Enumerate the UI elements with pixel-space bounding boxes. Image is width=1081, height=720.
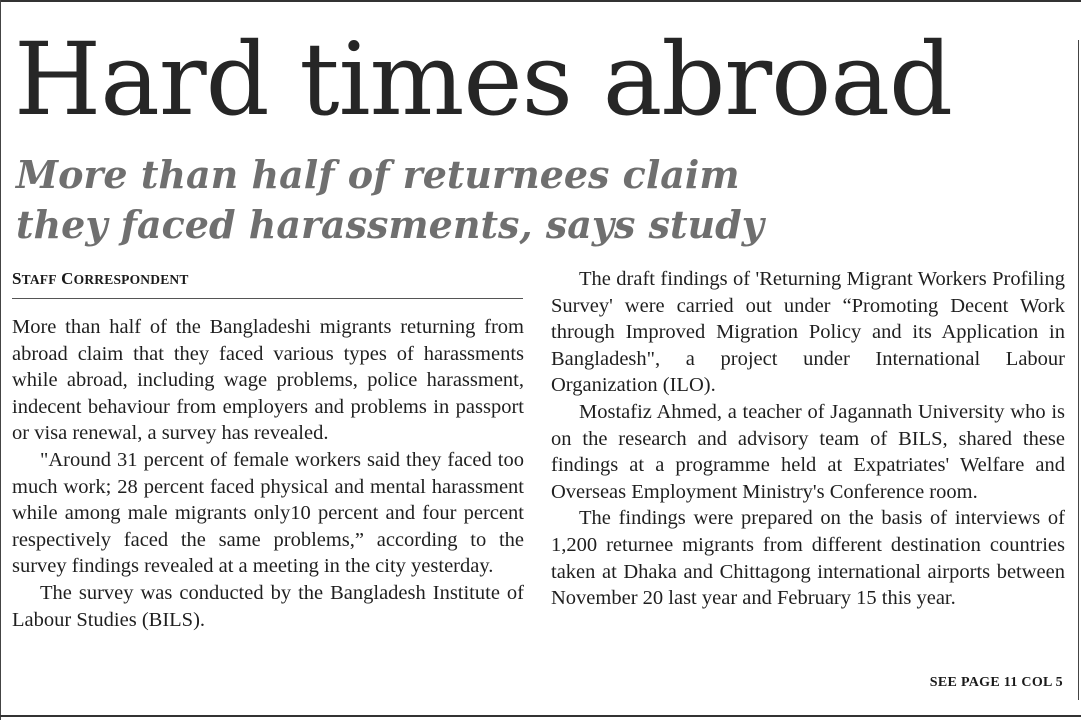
headline: Hard times abroad <box>14 21 952 138</box>
page-right-border <box>1078 40 1079 700</box>
subheadline: More than half of returnees claim they faced harassments, says study <box>16 152 764 247</box>
paragraph: The survey was conducted by the Bangladesh Institute of Labour Studies (BILS). <box>12 581 524 631</box>
page-bottom-border <box>0 715 1081 717</box>
paragraph: "Around 31 percent of female workers said they faced too much work; 28 percent faced physical and mental harassment while among male migrants only10 percent and four percent respectively faced the same problems,” according to the survey findings revealed at a meeting in the city yesterday. <box>12 448 524 578</box>
page-top-border <box>0 0 1081 2</box>
byline <box>12 268 189 291</box>
paragraph: More than half of the Bangladeshi migrants returning from abroad claim that they faced various types of harassments while abroad, including wage problems, police harassment, indecent behaviour from employers and problems in passport or visa renewal, a survey has revealed. <box>12 316 524 445</box>
paragraph: The draft findings of 'Returning Migrant Workers Profiling Survey' were carried out under “Promoting Decent Work through Improved Migration Policy and its Application in Bangladesh", a project under International Labour Organization (ILO). <box>551 268 1065 397</box>
byline-text: STAFF CORRESPONDENT <box>12 269 189 288</box>
article-column-right <box>551 266 1065 612</box>
continuation-jump-line: SEE PAGE 11 COL 5 <box>929 675 1063 690</box>
page-left-border <box>0 0 1 720</box>
byline-divider <box>12 298 523 299</box>
paragraph: The findings were prepared on the basis of interviews of 1,200 returnee migrants from different destination countries taken at Dhaka and Chittagong international airports between November 20 last year and February 15 this year. <box>551 507 1065 610</box>
paragraph: Mostafiz Ahmed, a teacher of Jagannath University who is on the research and advisory team of BILS, shared these findings at a programme held at Expatriates' Welfare and Overseas Employment Ministry's Conference room. <box>551 400 1065 503</box>
article-column-left <box>12 314 524 633</box>
